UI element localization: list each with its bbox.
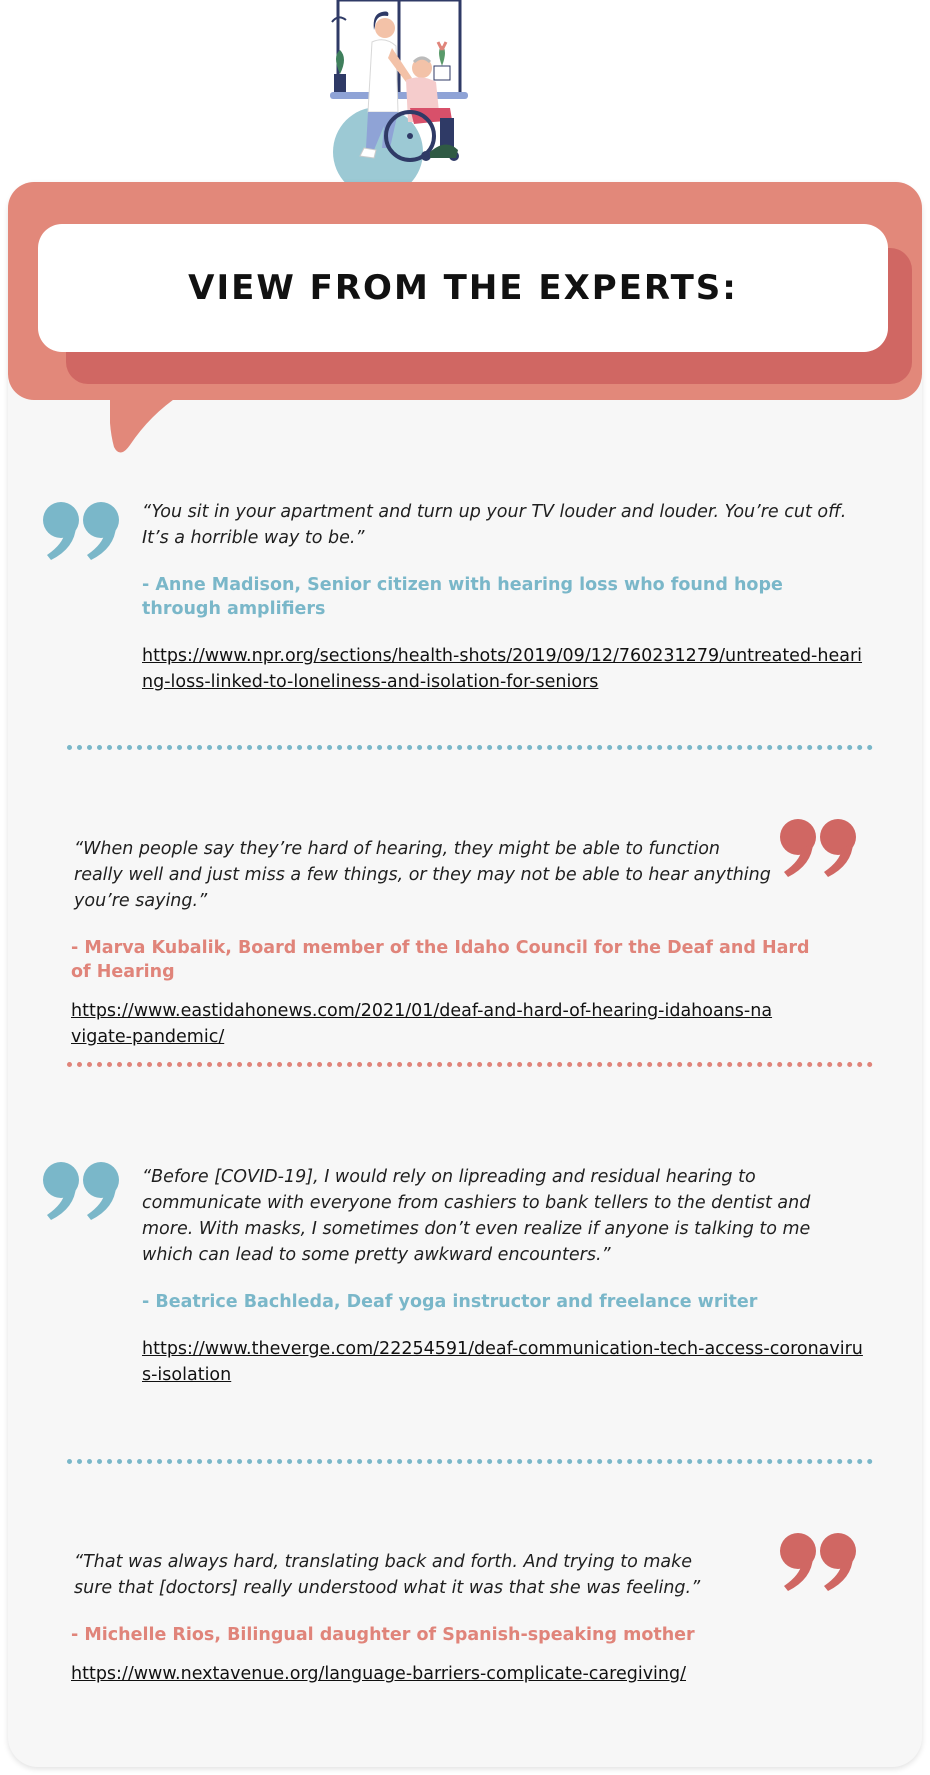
dotted-divider [67, 1062, 873, 1067]
dotted-divider [67, 1459, 873, 1464]
title-box [38, 224, 888, 352]
quote-mark-icon [43, 498, 123, 562]
quote-author: - Michelle Rios, Bilingual daughter of Spanish-speaking mother [71, 1625, 695, 1645]
quote-text: “You sit in your apartment and turn up your TV louder and louder. You’re cut off. It’s a horrible way to be.” [142, 502, 847, 548]
quote-author: - Beatrice Bachleda, Deaf yoga instructor and freelance writer [142, 1292, 758, 1312]
quote-block [142, 1164, 864, 1388]
source-link[interactable]: https://www.theverge.com/22254591/deaf-communication-tech-access-coronavirus-isolation [142, 1339, 863, 1385]
page-title: VIEW FROM THE EXPERTS: [188, 268, 738, 308]
quote-text: “That was always hard, translating back and forth. And trying to make sure that [doctors] really understood what it was that she was feeling.” [74, 1552, 701, 1598]
quote-author: - Marva Kubalik, Board member of the Idaho Council for the Deaf and Hard of Hearing [71, 938, 810, 982]
speech-bubble-tail [110, 395, 180, 457]
quote-block [71, 1549, 831, 1687]
quote-block [71, 836, 831, 1050]
source-link[interactable]: https://www.nextavenue.org/language-barriers-complicate-caregiving/ [71, 1664, 687, 1684]
quote-block [142, 499, 864, 695]
source-link[interactable]: https://www.eastidahonews.com/2021/01/deaf-and-hard-of-hearing-idahoans-navigate-pandemic/ [71, 1001, 773, 1047]
quote-mark-icon [43, 1158, 123, 1222]
source-link[interactable]: https://www.npr.org/sections/health-shots/2019/09/12/760231279/untreated-hearing-loss-linked-to-loneliness-and-isolation-for-seniors [142, 646, 863, 692]
quote-text: “When people say they’re hard of hearing, they might be able to function really well and just miss a few things, or they may not be able to hear anything you’re saying.” [74, 839, 771, 911]
dotted-divider [67, 745, 873, 750]
quote-author: - Anne Madison, Senior citizen with hearing loss who found hope through amplifiers [142, 575, 783, 619]
caregiver-wheelchair-illustration [330, 0, 560, 185]
quote-text: “Before [COVID-19], I would rely on lipreading and residual hearing to communicate with everyone from cashiers to bank tellers to the dentist and more. With masks, I sometimes don’t even realize if anyone is talking to me which can lead to some pretty awkward encounters.” [142, 1167, 811, 1265]
